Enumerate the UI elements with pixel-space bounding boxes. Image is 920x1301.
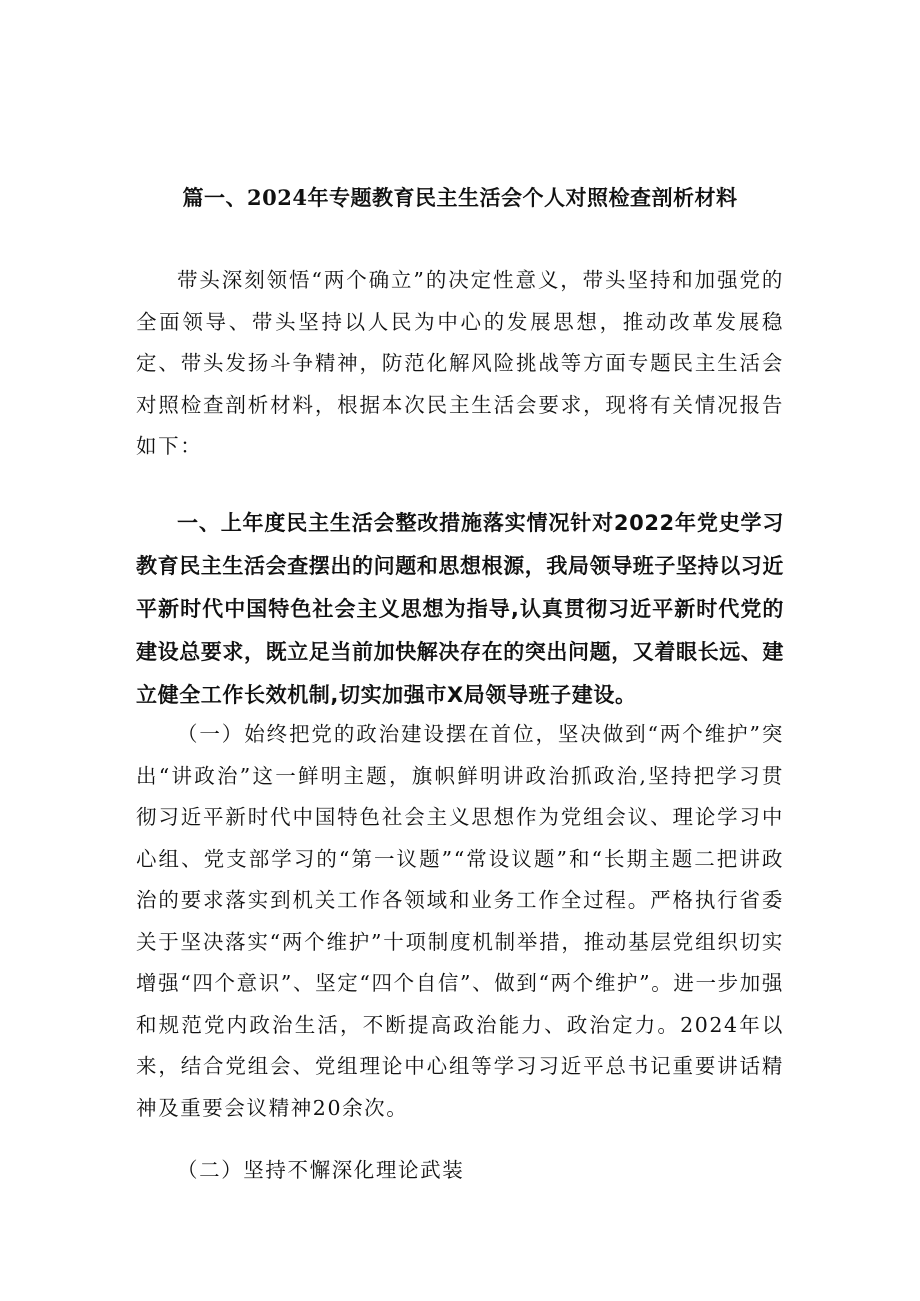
section-two-heading: （二）坚持不懈深化理论武装 (177, 1158, 465, 1182)
section-one-paragraph: （一）始终把党的政治建设摆在首位，坚决做到“两个维护”突出“讲政治”这一鲜明主题，旗帜鲜明讲政治抓政治,坚持把学习贯彻习近平新时代中国特色社会主义思想作为党组会议、理论学习中心组、党支部学习的“第一议题”“常设议题”和“长期主题二把讲政治的要求落实到机关工作各领域和业务工作全过程。严格执行省委关于坚决落实“两个维护”十项制度机制举措，推动基层党组织切实增强“四个意识”、坚定“四个自信”、做到“两个维护”。进一步加强和规范党内政治生活，不断提高政治能力、政治定力。2024年以来，结合党组会、党组理论中心组等学习习近平总书记重要讲话精神及重要会议精神20余次。 (136, 722, 784, 1120)
document-title: 篇一、2024年专题教育民主生活会个人对照检查剖析材料 (182, 185, 738, 210)
section-heading-paragraph: 一、上年度民主生活会整改措施落实情况针对2022年党史学习教育民主生活会查摆出的问题和思想根源，我局领导班子坚持以习近平新时代中国特色社会主义思想为指导,认真贯彻习近平新时代党的建设总要求，既立足当前加快解决存在的突出问题，又着眼长远、建立健全工作长效机制,切实加强市X局领导班子建设。 (136, 511, 784, 707)
intro-paragraph: 带头深刻领悟“两个确立”的决定性意义，带头坚持和加强党的全面领导、带头坚持以人民为中心的发展思想，推动改革发展稳定、带头发扬斗争精神，防范化解风险挑战等方面专题民主生活会对照检查剖析材料，根据本次民主生活会要求，现将有关情况报告如下： (136, 268, 784, 458)
